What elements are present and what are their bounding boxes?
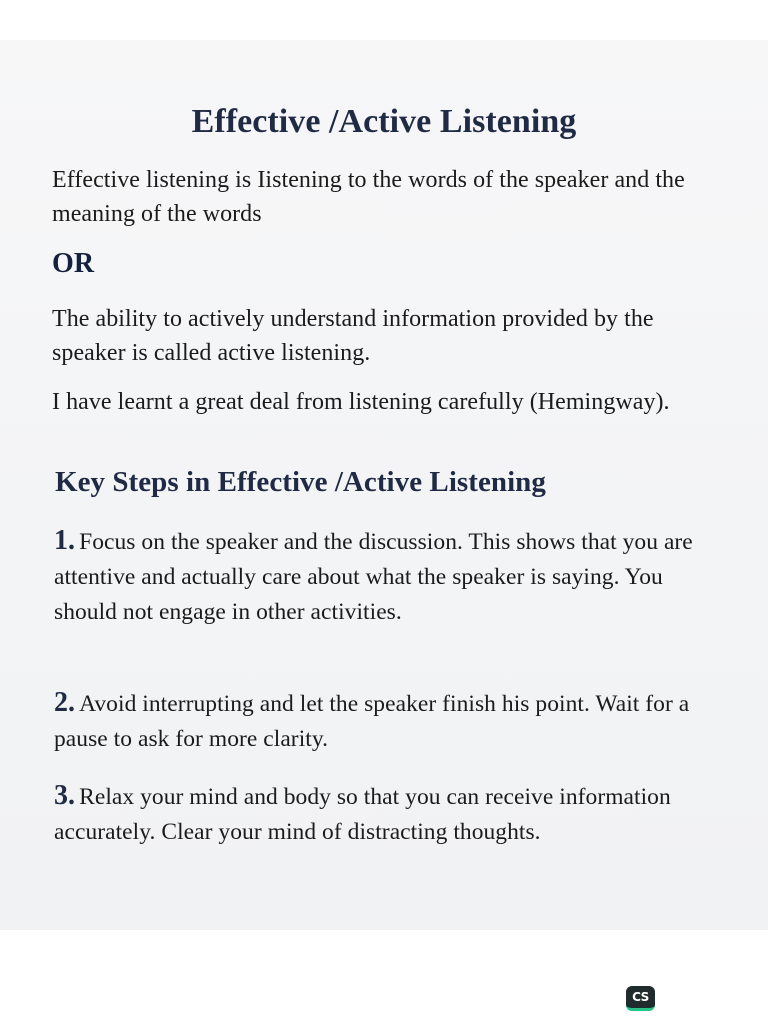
camscanner-icon: CS [626, 986, 655, 1011]
quote-paragraph: I have learnt a great deal from listening carefully (Hemingway). [52, 389, 670, 415]
step-item [54, 778, 724, 850]
step-number: 2. [54, 687, 76, 718]
step-text: Avoid interrupting and let the speaker finish his point. Wait for a pause to ask for more clarity. [54, 691, 690, 752]
step-item [54, 523, 724, 630]
alternate-definition-paragraph: The ability to actively understand information provided by the speaker is called active listening. [52, 306, 654, 366]
step-number: 1. [54, 525, 76, 556]
step-item [54, 685, 724, 757]
section-heading: Key Steps in Effective /Active Listening [55, 466, 546, 498]
page-title: Effective /Active Listening [191, 103, 577, 140]
definition-paragraph: Effective listening is Iistening to the words of the speaker and the meaning of the words [52, 167, 685, 227]
scanned-page [0, 40, 768, 930]
step-number: 3. [54, 780, 76, 811]
step-text: Focus on the speaker and the discussion. This shows that you are attentive and actually care about what the speaker is saying. You should not engage in other activities. [54, 529, 693, 625]
step-text: Relax your mind and body so that you can receive information accurately. Clear your mind of distracting thoughts. [54, 784, 671, 845]
or-separator: OR [52, 248, 95, 279]
